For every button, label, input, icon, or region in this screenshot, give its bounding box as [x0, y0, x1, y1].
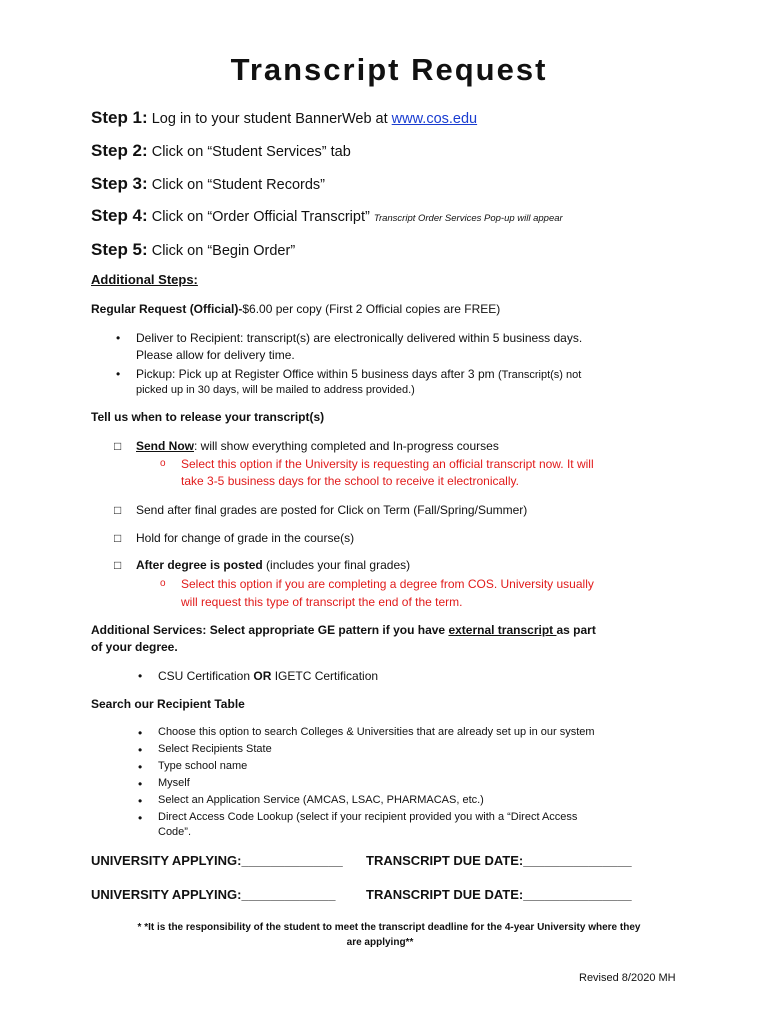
pickup-main: Pickup: Pick up at Register Office within 5 business days after 3 pm	[136, 367, 495, 381]
deliver-line-1: Deliver to Recipient: transcript(s) are electronically delivered within 5 business days.	[136, 331, 583, 345]
deliver-line-2: Please allow for delivery time.	[136, 348, 295, 362]
university-applying-field-2[interactable]: UNIVERSITY APPLYING:_____________	[91, 887, 336, 902]
send-now-text: : will show everything completed and In-progress courses	[194, 439, 499, 453]
regular-request-line	[91, 302, 500, 316]
pickup-note-1: (Transcript(s) not	[497, 369, 582, 381]
step-2	[91, 141, 351, 161]
step-5-label: Step 5:	[91, 240, 148, 259]
send-now-option	[136, 439, 499, 453]
step-1	[91, 108, 477, 128]
pickup-note-2: picked up in 30 days, will be mailed to address provided.)	[136, 384, 415, 396]
degree-option	[136, 558, 410, 572]
degree-text: (includes your final grades)	[262, 558, 411, 572]
list-item: Choose this option to search Colleges & Universities that are already set up in our system	[158, 726, 595, 738]
step-2-label: Step 2:	[91, 141, 148, 160]
degree-note-1: Select this option if you are completing a degree from COS. University usually	[181, 577, 594, 591]
list-item-continuation: Code”.	[158, 826, 192, 838]
step-1-label: Step 1:	[91, 108, 148, 127]
bullet-icon: •	[138, 726, 143, 740]
bullet-icon: •	[138, 669, 143, 683]
circle-bullet-icon: o	[160, 578, 166, 589]
bullet-icon: •	[138, 760, 143, 774]
bullet-icon: •	[138, 777, 143, 791]
csu-igetc-line	[158, 669, 378, 683]
circle-bullet-icon: o	[160, 458, 166, 469]
list-item: Select Recipients State	[158, 743, 272, 755]
transcript-due-date-field-1[interactable]: TRANSCRIPT DUE DATE:_______________	[366, 853, 632, 868]
additional-services-line-2: of your degree.	[91, 640, 178, 654]
transcript-due-date-field-2[interactable]: TRANSCRIPT DUE DATE:_______________	[366, 887, 632, 902]
igetc-text: IGETC Certification	[271, 669, 379, 683]
responsibility-note-line-2: are applying**	[346, 937, 414, 948]
list-item: Type school name	[158, 760, 248, 772]
bullet-icon: •	[138, 743, 143, 757]
step-4-label: Step 4:	[91, 206, 148, 225]
recipient-table-heading: Search our Recipient Table	[91, 697, 245, 711]
checkbox-icon[interactable]: □	[114, 503, 122, 517]
responsibility-note-line-1: * *It is the responsibility of the student to meet the transcript deadline for the 4-year University where they	[137, 922, 641, 933]
additional-services-text: Additional Services: Select appropriate GE pattern if you have	[91, 623, 449, 637]
revised-date: Revised 8/2020 MH	[579, 972, 676, 984]
step-4	[91, 206, 563, 226]
additional-steps-heading: Additional Steps:	[91, 272, 198, 287]
checkbox-icon[interactable]: □	[114, 439, 122, 453]
bullet-icon: •	[138, 794, 143, 808]
university-applying-field-1[interactable]: UNIVERSITY APPLYING:______________	[91, 853, 343, 868]
release-heading: Tell us when to release your transcript(s)	[91, 410, 325, 424]
step-2-text: Click on “Student Services” tab	[151, 144, 351, 160]
bullet-icon: •	[116, 367, 121, 381]
hold-grade-option: Hold for change of grade in the course(s)	[136, 531, 355, 545]
additional-services-line-1	[91, 623, 596, 637]
bullet-icon: •	[138, 811, 143, 825]
list-item: Direct Access Code Lookup (select if your recipient provided you with a “Direct Access	[158, 811, 578, 823]
step-3-text: Click on “Student Records”	[151, 177, 325, 193]
step-4-note: Transcript Order Services Pop-up will appear	[373, 213, 563, 224]
checkbox-icon[interactable]: □	[114, 531, 122, 545]
send-now-label: Send Now	[136, 439, 195, 453]
regular-request-label: Regular Request (Official)-	[91, 302, 243, 316]
degree-label: After degree is posted	[136, 558, 263, 572]
csu-text: CSU Certification	[158, 669, 254, 683]
checkbox-icon[interactable]: □	[114, 558, 122, 572]
send-now-note-2: take 3-5 business days for the school to receive it electronically.	[181, 474, 519, 488]
cos-website-link[interactable]: www.cos.edu	[391, 111, 478, 127]
send-now-note-1: Select this option if the University is requesting an official transcript now. It will	[181, 457, 594, 471]
list-item: Select an Application Service (AMCAS, LSAC, PHARMACAS, etc.)	[158, 794, 484, 806]
step-5	[91, 240, 295, 260]
step-5-text: Click on “Begin Order”	[151, 243, 296, 259]
bullet-icon: •	[116, 331, 121, 345]
page-title: Transcript Request	[230, 52, 548, 87]
step-3	[91, 174, 325, 194]
step-1-text: Log in to your student BannerWeb at	[151, 111, 392, 127]
step-4-text: Click on “Order Official Transcript”	[151, 209, 370, 225]
pickup-line	[136, 367, 581, 381]
regular-request-text: $6.00 per copy (First 2 Official copies are FREE)	[242, 302, 501, 316]
external-transcript-text: external transcript	[448, 623, 557, 637]
list-item: Myself	[158, 777, 190, 789]
final-grades-option: Send after final grades are posted for Click on Term (Fall/Spring/Summer)	[136, 503, 528, 517]
or-text: OR	[253, 669, 272, 683]
degree-note-2: will request this type of transcript the end of the term.	[181, 595, 463, 609]
step-3-label: Step 3:	[91, 174, 148, 193]
additional-services-end: as part	[556, 623, 596, 637]
